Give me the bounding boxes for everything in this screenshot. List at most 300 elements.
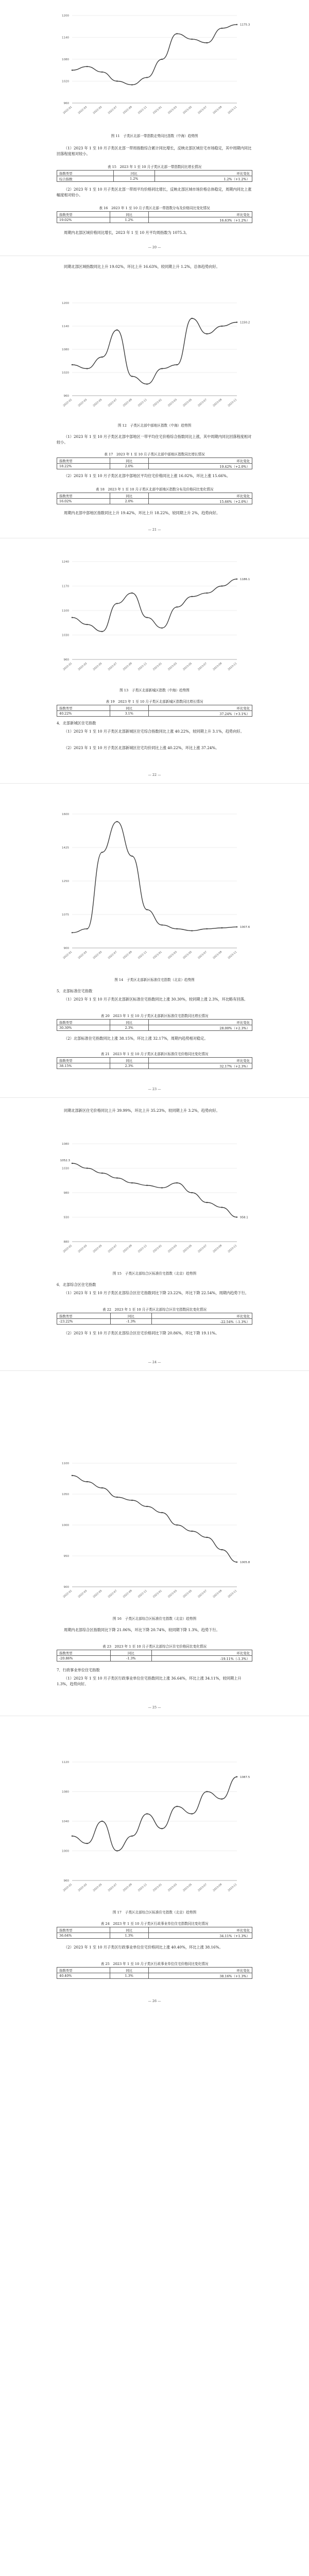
x-tick-label: 2023-01	[152, 105, 163, 115]
table-cell: 2.3%	[110, 1063, 148, 1069]
data-point	[236, 24, 237, 25]
series-line	[72, 25, 237, 85]
table-cell: 指数类型	[57, 1313, 111, 1319]
data-point	[192, 1531, 193, 1532]
x-tick-label: 2022-11	[137, 105, 148, 115]
y-tick-label: 960	[63, 658, 69, 662]
series-line	[72, 1163, 237, 1217]
table-cell: 同比	[110, 1927, 148, 1933]
x-tick-label: 2022-11	[137, 950, 148, 960]
paragraph: 周期内北部综合区指数同比下降 21.06%，环比下降 20.74%，较同期下降 1.3%，趋势下行。	[64, 1628, 220, 1632]
data-point	[146, 1185, 147, 1186]
x-tick-label: 2022-05	[92, 1589, 103, 1599]
table-16-title: 表 16 2023 年 1 至 10 月子类区北部一带指数分布及价格同比变化情况	[99, 206, 210, 210]
table-row	[57, 711, 252, 717]
x-tick-label: 2023-09	[212, 950, 223, 960]
table-25-title: 表 25 2023 年 1 至 10 月子类区行政事业单位住宅价格同比变化情况	[100, 1962, 209, 1966]
data-point	[221, 326, 222, 327]
table-24	[57, 1927, 252, 1939]
x-tick-label: 2022-09	[122, 398, 133, 408]
paragraph: （1）2023 年 1 至 10 月子类区北部一带周指数综合累计同比增长，反映北部区域住宅市场稳定，其中周期内同比回落程度相对较小。	[57, 146, 252, 156]
table-cell: 1.2%	[110, 217, 148, 223]
data-point	[161, 368, 162, 369]
y-tick-label: 1080	[62, 58, 69, 61]
y-tick-label: 1040	[62, 1820, 69, 1823]
figure-11-caption: 图 11 子类区北部一带指数走势同比指数（中海）趋势图	[111, 134, 198, 138]
x-tick-label: 2022-07	[107, 105, 118, 115]
series-line	[72, 318, 237, 384]
data-point	[87, 66, 88, 67]
paragraph: （1）2023 年 1 至 10 月子类区北部新区标准住宅指数同比上涨 30.30%，较同期上涨 2.3%，环比略有回落。	[64, 997, 248, 1002]
table-cell: 指数类型	[57, 171, 114, 176]
y-tick-label: 1100	[62, 609, 69, 613]
x-tick-label: 2022-01	[62, 950, 73, 960]
table-cell: 指数类型	[57, 212, 110, 217]
x-tick-label: 2022-09	[122, 1589, 133, 1599]
paragraph: （1）2023 年 1 至 10 月子类区北部中部地区一带平均住宅价格综合指数同比上涨，其中周期内同比回落程度相对较小。	[57, 434, 252, 445]
y-tick-label: 950	[63, 1555, 69, 1558]
figure-15-chart	[0, 1133, 309, 1267]
table-17-title: 表 17 2023 年 1 至 10 月子类区北部中部地区指数同比增长情况	[104, 452, 205, 456]
table-24-title: 表 24 2023 年 1 至 10 月子类区行政事业单位住宅指数同比变化情况	[100, 1922, 209, 1926]
data-point	[161, 1828, 162, 1829]
x-tick-label: 2023-11	[227, 1883, 238, 1892]
data-point	[72, 1836, 73, 1837]
y-tick-label: 1240	[62, 561, 69, 564]
table-cell: 同比	[110, 705, 148, 711]
series-line	[72, 1777, 237, 1851]
table-cell: 同比	[110, 458, 148, 464]
y-tick-label: 900	[63, 1586, 69, 1589]
x-tick-label: 2022-09	[122, 1883, 133, 1892]
data-point	[131, 376, 132, 377]
table-cell: 综合指数	[57, 176, 114, 182]
figure-17-chart	[0, 1752, 309, 1906]
table-16	[57, 211, 252, 223]
data-point	[72, 364, 73, 365]
data-label: 1087.5	[240, 1775, 250, 1779]
data-point	[207, 1202, 208, 1203]
y-tick-label: 900	[63, 947, 69, 950]
table-row	[57, 1063, 252, 1069]
table-cell: 同比	[110, 1020, 148, 1025]
table-row	[57, 1020, 252, 1025]
figure-17	[0, 1752, 309, 1906]
data-point	[192, 596, 193, 597]
x-tick-label: 2022-03	[77, 662, 88, 671]
table-25	[57, 1967, 252, 1979]
table-cell: 环比变化	[148, 1927, 252, 1933]
figure-13	[0, 551, 309, 685]
table-row	[57, 464, 252, 469]
y-tick-label: 1425	[62, 846, 69, 850]
x-tick-label: 2023-01	[152, 398, 163, 408]
figure-13-caption: 图 13 子类区北部新城区指数（中海）趋势图	[119, 688, 190, 692]
x-tick-label: 2023-01	[152, 1244, 163, 1253]
table-20	[57, 1019, 252, 1031]
data-point	[236, 1776, 237, 1777]
y-tick-label: 1080	[62, 348, 69, 351]
table-row	[57, 1656, 252, 1662]
figure-14	[0, 804, 309, 974]
x-tick-label: 2022-05	[92, 398, 103, 408]
y-tick-label: 1080	[62, 1143, 69, 1146]
x-tick-label: 2023-11	[227, 662, 238, 671]
page-number: — 20 —	[148, 245, 161, 249]
table-22-title: 表 22 2023 年 1 至 10 月子类区北部综合区住宅指数同比变化情况	[102, 1308, 207, 1312]
y-tick-label: 1250	[62, 880, 69, 883]
y-tick-label: 1050	[62, 1493, 69, 1496]
table-cell: 40.40%	[57, 1973, 110, 1979]
table-cell: -19.11%（-1.3%）	[151, 1656, 252, 1662]
table-cell: 同比	[110, 493, 148, 499]
x-tick-label: 2022-09	[122, 950, 133, 960]
data-point	[116, 1497, 117, 1498]
x-tick-label: 2023-09	[212, 1244, 223, 1253]
table-cell: 18.22%	[57, 464, 110, 469]
y-tick-label: 960	[63, 1879, 69, 1883]
paragraph: （1）2023 年 1 至 10 月子类区北部新城区住宅综合指数同比上涨 40.22%，较同期上升 3.1%，趋势向好。	[64, 729, 244, 734]
y-tick-label: 1200	[62, 302, 69, 305]
data-point	[176, 606, 177, 607]
page-number: — 26 —	[148, 1999, 161, 2003]
series-line	[72, 822, 237, 933]
data-point	[207, 928, 208, 929]
x-tick-label: 2023-05	[182, 105, 193, 115]
data-point	[101, 72, 102, 73]
x-tick-label: 2022-05	[92, 950, 103, 960]
data-point	[72, 932, 73, 933]
figure-13-chart	[0, 551, 309, 685]
data-point	[116, 329, 117, 330]
data-point	[131, 1836, 132, 1837]
table-cell: 30.30%	[57, 1025, 110, 1031]
table-cell: 指数类型	[57, 1020, 110, 1025]
data-point	[221, 1207, 222, 1208]
x-tick-label: 2022-01	[62, 1244, 73, 1253]
data-point	[131, 1500, 132, 1501]
y-tick-label: 1140	[62, 325, 69, 328]
y-tick-label: 1140	[62, 36, 69, 40]
data-point	[101, 631, 102, 632]
data-point	[221, 1799, 222, 1800]
table-21	[57, 1057, 252, 1069]
data-point	[146, 77, 147, 78]
x-tick-label: 2022-11	[137, 1883, 148, 1892]
y-tick-label: 1080	[62, 1790, 69, 1794]
paragraph: 周期内北部区域价格同比增长，2023 年 1 至 10 月平均周指数为 1075.3。	[64, 230, 190, 235]
x-tick-label: 2023-07	[197, 1244, 208, 1253]
table-cell: 3.1%	[110, 711, 148, 717]
table-19-title: 表 19 2023 年 1 至 10 月子类区北部新城区指数同比增长情况	[106, 700, 203, 704]
paragraph: （2）2023 年 1 至 10 月子类区北部一带周平均价格同比增长，反映北部区域市场价格总体稳定，周期内同比上涨幅度相对较小。	[57, 187, 252, 197]
paragraph: （1）2023 年 1 至 10 月子类区行政事业单位住宅指数同比上涨 36.64%，环比上涨 34.11%，较同期上升 1.3%，趋势向好。	[57, 1676, 242, 1686]
data-point	[207, 592, 208, 594]
table-cell: 环比变化	[148, 493, 252, 499]
page-number: — 23 —	[148, 1087, 161, 1091]
table-cell: -23.22%	[57, 1319, 111, 1325]
data-point	[161, 1187, 162, 1188]
data-point	[87, 624, 88, 625]
table-cell: 1.3%	[110, 1973, 148, 1979]
table-row	[57, 212, 252, 217]
table-cell: 同比	[110, 1058, 148, 1063]
y-tick-label: 1000	[62, 1524, 69, 1527]
data-point	[192, 318, 193, 319]
x-tick-label: 2023-03	[167, 1244, 178, 1253]
x-tick-label: 2022-11	[137, 662, 148, 671]
page-divider	[0, 1097, 309, 1098]
y-tick-label: 880	[63, 1241, 69, 1244]
paragraph: （2）2023 年 1 至 10 月子类区北部新城区住宅均价同比上涨 40.22%，环比上涨 37.24%。	[64, 745, 219, 750]
table-cell: 15.66%（+2.0%）	[148, 499, 252, 504]
x-tick-label: 2023-07	[197, 662, 208, 671]
data-point	[101, 1821, 102, 1822]
table-cell: 38.16%（+1.3%）	[148, 1973, 252, 1979]
table-row	[57, 1973, 252, 1979]
x-tick-label: 2023-01	[152, 662, 163, 671]
paragraph: 周期内北部中部地区指数同比上升 19.42%，环比上升 18.22%，较同期上升 2%，趋势向好。	[64, 511, 220, 515]
data-point	[72, 1163, 73, 1164]
data-point	[236, 1562, 237, 1563]
table-cell: 指数类型	[57, 493, 110, 499]
table-cell: 2.3%	[110, 1025, 148, 1031]
data-point	[236, 579, 237, 580]
table-cell: 环比变化	[148, 212, 252, 217]
table-cell: 19.02%	[57, 217, 110, 223]
x-tick-label: 2022-01	[62, 662, 73, 671]
x-tick-label: 2022-03	[77, 398, 88, 408]
data-point	[87, 1167, 88, 1168]
x-tick-label: 2022-01	[62, 1883, 73, 1892]
data-point	[116, 821, 117, 822]
data-point	[72, 70, 73, 71]
page-divider	[0, 783, 309, 784]
paragraph: 同期北部新区住宅价格同比上升 39.99%，环比上升 35.23%，较同期上升 3.2%，趋势向好。	[64, 1108, 220, 1113]
x-tick-label: 2023-05	[182, 1883, 193, 1892]
x-tick-label: 2022-01	[62, 105, 73, 115]
series-line	[72, 579, 237, 632]
table-cell: 同比	[110, 1313, 151, 1319]
data-point	[87, 1843, 88, 1844]
table-cell: -22.54%（-1.3%）	[151, 1319, 252, 1325]
x-tick-label: 2023-03	[167, 1589, 178, 1599]
paragraph: 同期北部区域指数同比上升 19.02%，环比上升 16.63%，较同期上升 1.2%，总体趋势向好。	[64, 264, 220, 269]
y-tick-label: 1020	[62, 80, 69, 83]
y-tick-label: 1075	[62, 913, 69, 917]
data-point	[176, 1182, 177, 1183]
section-heading: 4．北部新城区住宅指数	[57, 721, 96, 725]
data-label: 1175.3	[240, 23, 250, 27]
data-point	[161, 59, 162, 60]
table-cell: 指数类型	[57, 705, 110, 711]
table-21-title: 表 21 2023 年 1 至 10 月子类区北部新区标准住宅价格同比变化情况	[100, 1052, 209, 1056]
data-point	[207, 333, 208, 334]
table-cell: 环比变化	[148, 1020, 252, 1025]
data-point	[131, 84, 132, 85]
table-cell: 指数类型	[57, 1927, 110, 1933]
figure-11	[0, 5, 309, 129]
data-point	[236, 321, 237, 323]
figure-12	[0, 293, 309, 421]
y-tick-label: 1120	[62, 1761, 69, 1764]
x-tick-label: 2023-11	[227, 950, 238, 960]
x-tick-label: 2023-01	[152, 950, 163, 960]
table-cell: 环比变化	[154, 171, 252, 176]
table-row	[57, 1933, 252, 1939]
y-tick-label: 1000	[62, 1850, 69, 1853]
x-tick-label: 2023-03	[167, 105, 178, 115]
table-cell: 40.22%	[57, 711, 110, 717]
table-cell: 环比变化	[151, 1650, 252, 1656]
y-tick-label: 960	[63, 395, 69, 398]
table-18	[57, 493, 252, 504]
page-number: — 22 —	[148, 773, 161, 777]
table-cell: 环比变化	[148, 705, 252, 711]
y-tick-label: 1020	[62, 371, 69, 375]
data-point	[116, 1850, 117, 1851]
table-row	[57, 1058, 252, 1063]
data-point	[87, 368, 88, 369]
data-point	[131, 856, 132, 857]
data-point	[101, 1487, 102, 1488]
data-point	[131, 592, 132, 594]
table-cell: 环比变化	[148, 1058, 252, 1063]
x-tick-label: 2022-11	[137, 398, 148, 408]
x-tick-label: 2022-09	[122, 662, 133, 671]
data-point	[161, 1512, 162, 1513]
table-19	[57, 705, 252, 717]
data-label: 1005.8	[240, 1561, 250, 1564]
table-cell: 38.15%	[57, 1063, 110, 1069]
x-tick-label: 2023-03	[167, 398, 178, 408]
data-point	[116, 1177, 117, 1178]
x-tick-label: 2022-03	[77, 105, 88, 115]
x-tick-label: 2023-01	[152, 1883, 163, 1892]
table-cell: 同比	[110, 212, 148, 217]
x-tick-label: 2022-05	[92, 1244, 103, 1253]
table-cell: 1.2%（+1.2%）	[154, 176, 252, 182]
x-tick-label: 2023-09	[212, 398, 223, 408]
x-tick-label: 2023-05	[182, 662, 193, 671]
figure-14-chart	[0, 804, 309, 974]
table-cell: 指数类型	[57, 1968, 110, 1973]
table-17	[57, 457, 252, 469]
page-number: — 25 —	[148, 1705, 161, 1709]
x-tick-label: 2023-07	[197, 950, 208, 960]
table-cell: 34.11%（+1.3%）	[148, 1933, 252, 1939]
data-point	[207, 1537, 208, 1538]
table-row	[57, 1319, 252, 1325]
data-point	[101, 357, 102, 358]
table-row	[57, 1927, 252, 1933]
figure-16-chart	[0, 1453, 309, 1613]
x-tick-label: 2023-05	[182, 1244, 193, 1253]
x-tick-label: 2023-05	[182, 398, 193, 408]
data-point	[192, 1192, 193, 1193]
data-label: 1186.1	[240, 578, 250, 581]
y-tick-label: 1200	[62, 14, 69, 18]
data-point	[176, 1524, 177, 1526]
data-point	[146, 383, 147, 384]
figure-11-chart	[0, 5, 309, 129]
table-row	[57, 1313, 252, 1319]
table-row	[57, 171, 252, 176]
table-cell: 环比变化	[148, 458, 252, 464]
data-point	[207, 42, 208, 43]
data-point	[146, 617, 147, 618]
table-cell: 1.3%	[110, 1933, 148, 1939]
page-divider	[0, 1370, 309, 1371]
table-23	[57, 1650, 252, 1662]
data-point	[176, 1806, 177, 1807]
table-cell: 同比	[110, 1650, 151, 1656]
table-cell: -1.3%	[110, 1656, 151, 1662]
section-heading: 7．行政事业单位住宅指数	[57, 1668, 100, 1672]
figure-14-caption: 图 14 子类区北部新区标准住宅指数（北京）趋势图	[114, 978, 195, 982]
x-tick-label: 2022-05	[92, 662, 103, 671]
figure-16	[0, 1453, 309, 1613]
data-point	[161, 628, 162, 629]
data-point	[236, 926, 237, 927]
data-point	[146, 1813, 147, 1814]
data-point	[221, 28, 222, 29]
page-number: — 24 —	[148, 1360, 161, 1364]
table-18-title: 表 18 2023 年 1 至 10 月子类区北部中部地区指数分布及价格同比变化情况	[95, 487, 214, 492]
x-tick-label: 2022-07	[107, 398, 118, 408]
x-tick-label: 2023-01	[152, 1589, 163, 1599]
data-point	[131, 1182, 132, 1183]
table-cell: 2.0%	[110, 464, 148, 469]
table-cell: 同比	[110, 1968, 148, 1973]
table-row	[57, 493, 252, 499]
x-tick-label: 2023-09	[212, 662, 223, 671]
x-tick-label: 2023-11	[227, 398, 238, 408]
page-number: — 21 —	[148, 528, 161, 532]
y-tick-label: 930	[63, 1216, 69, 1219]
paragraph: （1）2023 年 1 至 10 月子类区北部综合区住宅指数同比下降 23.22%，环比下降 22.54%，周期内趋势下行。	[64, 1291, 249, 1295]
figure-12-chart	[0, 293, 309, 421]
table-cell: 指数类型	[57, 458, 110, 464]
table-row	[57, 458, 252, 464]
section-heading: 5．北部标准住宅指数	[57, 989, 93, 993]
x-tick-label: 2023-05	[182, 1589, 193, 1599]
table-row	[57, 705, 252, 711]
table-cell: 28.00%（+2.3%）	[148, 1025, 252, 1031]
series-line	[72, 1476, 237, 1562]
x-tick-label: 2022-01	[62, 1589, 73, 1599]
table-22	[57, 1313, 252, 1325]
x-tick-label: 2023-09	[212, 1883, 223, 1892]
x-tick-label: 2023-09	[212, 105, 223, 115]
figure-15	[0, 1133, 309, 1267]
table-15-title: 表 15 2023 年 1 至 10 月子类区北部一带指数同比增长情况	[107, 165, 202, 169]
x-tick-label: 2023-11	[227, 1244, 238, 1253]
data-point	[176, 928, 177, 929]
table-cell: 同比	[113, 171, 154, 176]
paragraph: （2）北部标准住宅指数同比上涨 38.15%，环比上涨 32.17%，周期内趋势相对稳定。	[64, 1036, 208, 1041]
table-15	[57, 170, 252, 182]
x-tick-label: 2022-05	[92, 105, 103, 115]
data-point	[176, 33, 177, 34]
table-row	[57, 217, 252, 223]
table-cell: 2.0%	[110, 499, 148, 504]
data-point	[116, 603, 117, 604]
table-cell: 环比变化	[151, 1313, 252, 1319]
table-cell: 16.63%（+1.2%）	[148, 217, 252, 223]
data-point	[101, 1173, 102, 1174]
table-cell: 环比变化	[148, 1968, 252, 1973]
